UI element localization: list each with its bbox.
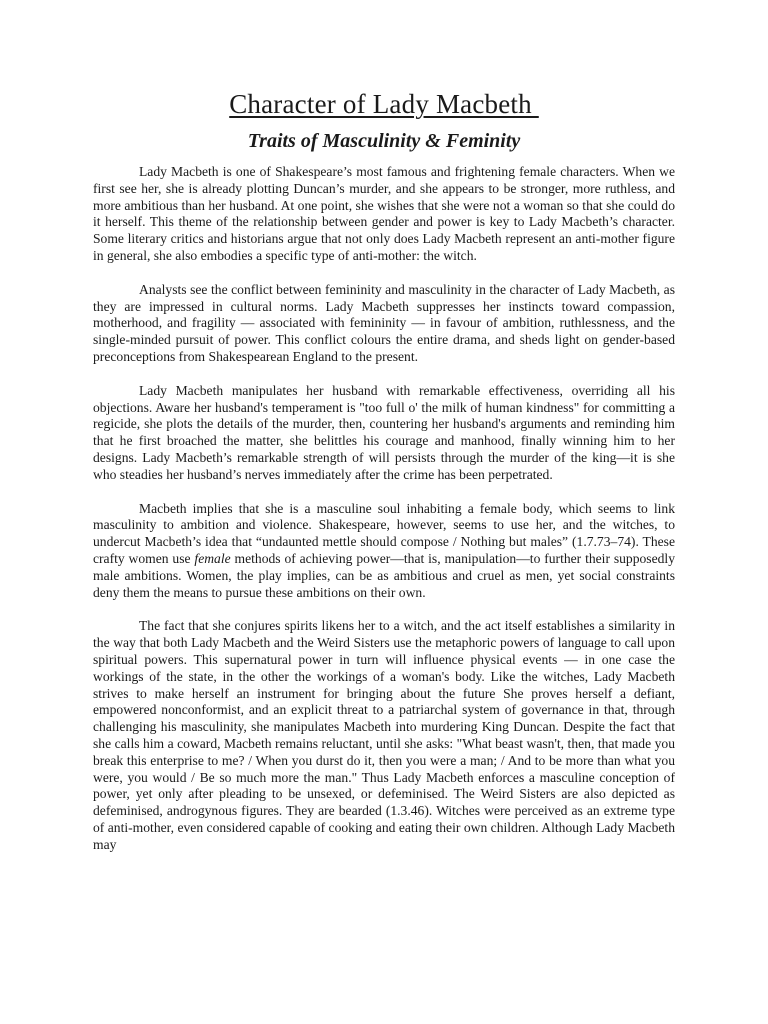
paragraph-3: Lady Macbeth manipulates her husband with remarkable effectiveness, overriding all his objections. Aware her husband's temperament is "too full o' the milk of human kindness" for committing a regicide, she plots the details of the murder, then, countering her husband's arguments and reminding him that he first broached the matter, she belittles his courage and manhood, finally winning him to her designs. Lady Macbeth’s remarkable strength of will persists through the murder of the king—it is she who steadies her husband’s nerves immediately after the crime has been perpetrated. xyxy=(93,382,675,482)
paragraph-4 xyxy=(93,501,675,602)
paragraph-4-text-before: Macbeth implies that she is a masculine soul inhabiting a female body, which seems to link masculinity to ambition and violence. Shakespeare, however, seems to use her, and the witches, to undercut Macbeth’s idea that “undaunted mettle should compose / Nothing but males” (1.7.73–74). These crafty women use xyxy=(93,500,675,566)
page-subtitle: Traits of Masculinity & Feminity xyxy=(247,130,521,152)
paragraph-1: Lady Macbeth is one of Shakespeare’s most famous and frightening female characters. When we first see her, she is already plotting Duncan’s murder, and she appears to be stronger, more ruthless, and more ambitious than her husband. At one point, she wishes that she were not a woman so that she could do it herself. This theme of the relationship between gender and power is key to Lady Macbeth’s character. Some literary critics and historians argue that not only does Lady Macbeth represent an anti-mother figure in general, she also embodies a specific type of anti-mother: the witch. xyxy=(93,164,675,263)
paragraph-4-emphasis: female xyxy=(194,550,231,566)
paragraph-2: Analysts see the conflict between femininity and masculinity in the character of Lady Macbeth, as they are impressed in cultural norms. Lady Macbeth suppresses her instincts toward compassion, motherhood, and fragility — associated with femininity — in favour of ambition, ruthlessness, and the single-minded pursuit of power. This conflict colours the entire drama, and sheds light on gender-based preconceptions from Shakespearean England to the present. xyxy=(93,281,675,364)
paragraph-4-text-after: methods of achieving power—that is, manipulation—to further their supposedly male ambitions. Women, the play implies, can be as ambitious and cruel as men, yet social constraints deny them the means to pursue these ambitions on their own. xyxy=(93,550,676,600)
paragraph-5: The fact that she conjures spirits likens her to a witch, and the act itself establishes a similarity in the way that both Lady Macbeth and the Weird Sisters use the metaphoric powers of language to call upon spiritual powers. This supernatural power in turn will influence physical events — in one case the workings of the state, in the other the workings of a woman's body. Like the witches, Lady Macbeth strives to make herself an instrument for bringing about the future She proves herself a defiant, empowered nonconformist, and an explicit threat to a patriarchal system of governance in that, through challenging his masculinity, she manipulates Macbeth into murdering King Duncan. Despite the fact that she calls him a coward, Macbeth remains reluctant, until she asks: "What beast wasn't, then, that made you break this enterprise to me? / When you durst do it, then you were a man; / And to be more than what you were, you would / Be so much more the man." Thus Lady Macbeth enforces a masculine conception of power, yet only after pleading to be unsexed, or defeminised. The Weird Sisters are also depicted as defeminised, androgynous figures. They are bearded (1.3.46). Witches were perceived as an extreme type of anti-mother, even considered capable of cooking and eating their own children. Although Lady Macbeth may xyxy=(93,618,675,852)
document-page xyxy=(93,86,675,870)
page-title: Character of Lady Macbeth xyxy=(229,89,539,119)
